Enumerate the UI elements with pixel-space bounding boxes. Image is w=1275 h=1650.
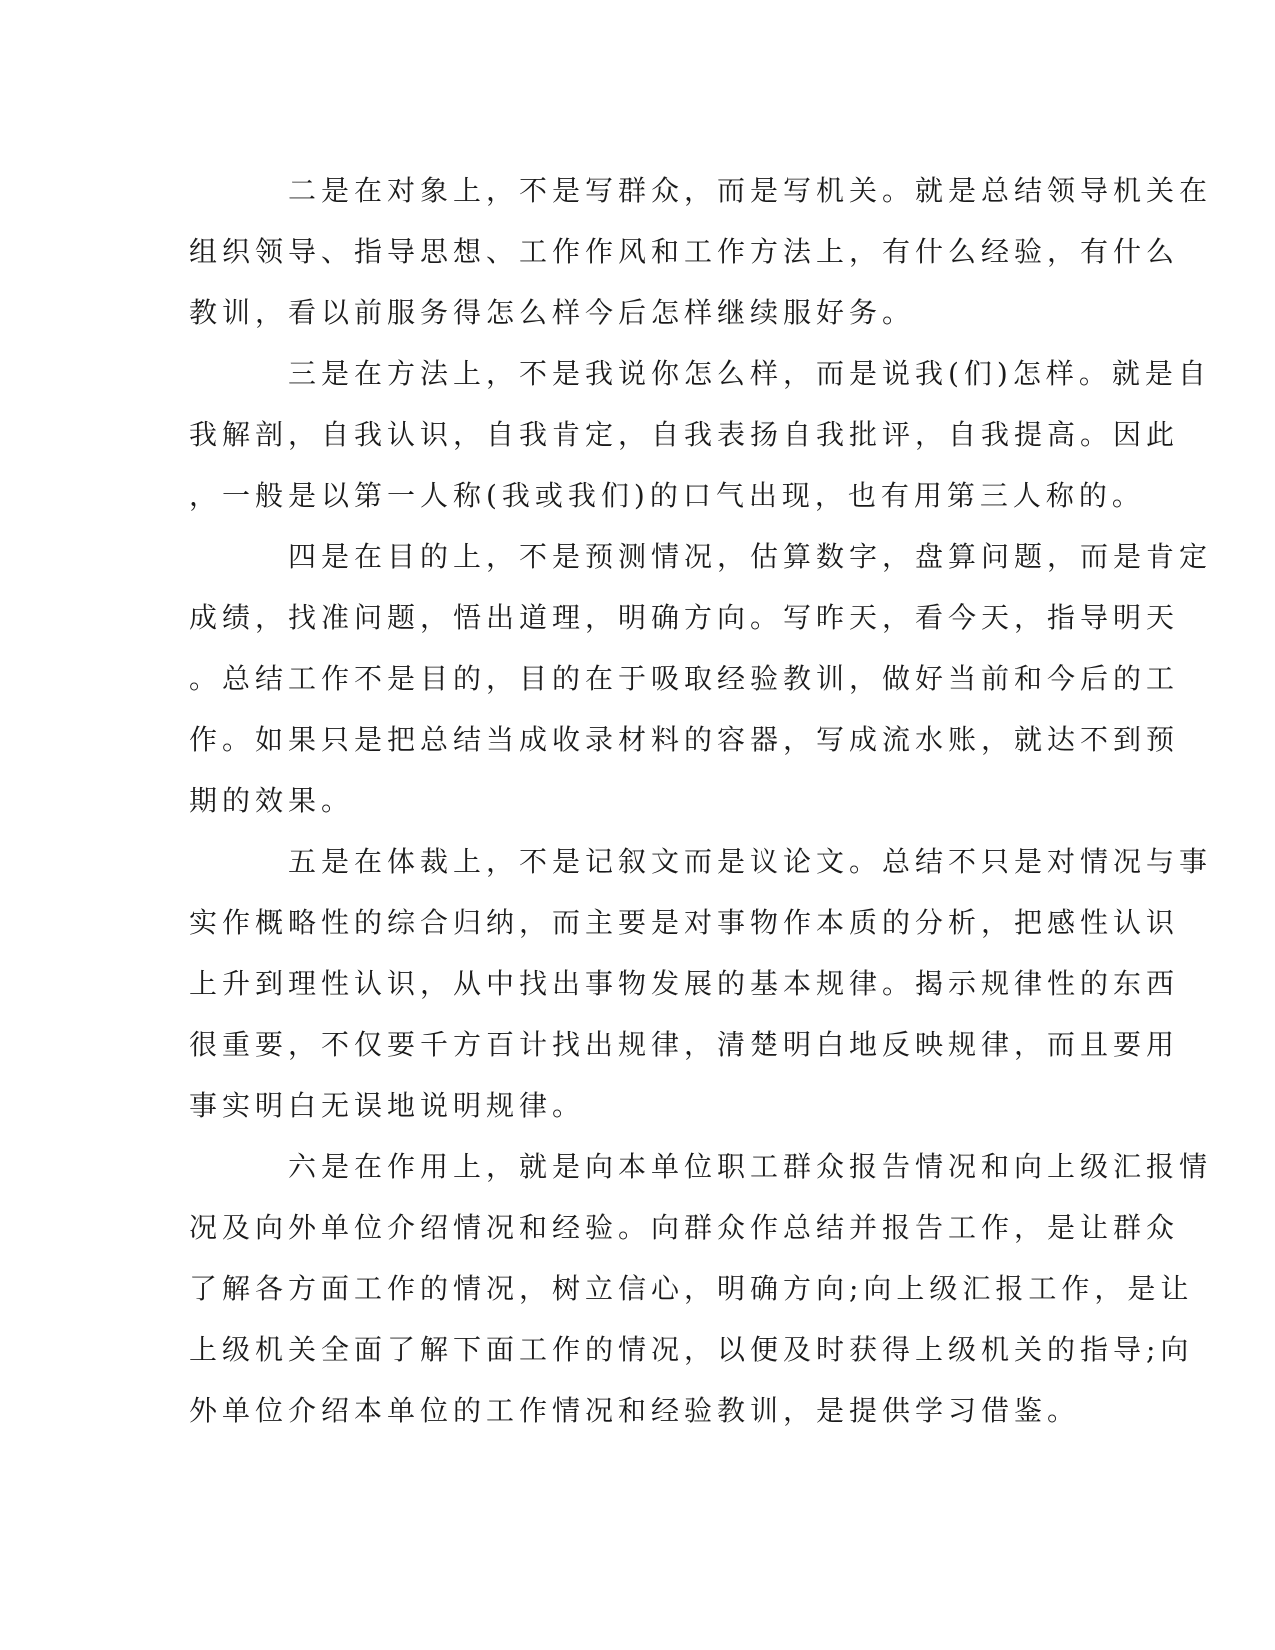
text-line: 。总结工作不是目的，目的在于吸取经验教训，做好当前和今后的工 bbox=[189, 662, 1180, 695]
text-line: 了解各方面工作的情况，树立信心，明确方向;向上级汇报工作，是让 bbox=[189, 1272, 1194, 1305]
paragraph-purpose bbox=[189, 526, 1213, 831]
text-line: 六是在作用上，就是向本单位职工群众报告情况和向上级汇报情 bbox=[189, 1150, 1213, 1183]
paragraph-genre bbox=[189, 831, 1213, 1136]
text-line: 期的效果。 bbox=[189, 784, 355, 817]
text-line: 成绩，找准问题，悟出道理，明确方向。写昨天，看今天，指导明天 bbox=[189, 601, 1180, 634]
document-body bbox=[189, 160, 1213, 1441]
text-line: 外单位介绍本单位的工作情况和经验教训，是提供学习借鉴。 bbox=[189, 1394, 1081, 1427]
text-line: 四是在目的上，不是预测情况，估算数字，盘算问题，而是肯定 bbox=[189, 540, 1213, 573]
text-line: 组织领导、指导思想、工作作风和工作方法上，有什么经验，有什么 bbox=[189, 235, 1180, 268]
text-line: 况及向外单位介绍情况和经验。向群众作总结并报告工作，是让群众 bbox=[189, 1211, 1180, 1244]
text-line: 二是在对象上，不是写群众，而是写机关。就是总结领导机关在 bbox=[189, 174, 1213, 207]
text-line: 三是在方法上，不是我说你怎么样，而是说我(们)怎样。就是自 bbox=[189, 357, 1211, 390]
paragraph-object bbox=[189, 160, 1213, 343]
text-line: 很重要，不仅要千方百计找出规律，清楚明白地反映规律，而且要用 bbox=[189, 1028, 1180, 1061]
paragraph-function bbox=[189, 1136, 1213, 1441]
paragraph-method bbox=[189, 343, 1211, 526]
text-line: ，一般是以第一人称(我或我们)的口气出现，也有用第三人称的。 bbox=[189, 479, 1145, 512]
text-line: 我解剖，自我认识，自我肯定，自我表扬自我批评，自我提高。因此 bbox=[189, 418, 1180, 451]
text-line: 上升到理性认识，从中找出事物发展的基本规律。揭示规律性的东西 bbox=[189, 967, 1180, 1000]
text-line: 上级机关全面了解下面工作的情况，以便及时获得上级机关的指导;向 bbox=[189, 1333, 1194, 1366]
text-line: 教训，看以前服务得怎么样今后怎样继续服好务。 bbox=[189, 296, 916, 329]
text-line: 实作概略性的综合归纳，而主要是对事物作本质的分析，把感性认识 bbox=[189, 906, 1180, 939]
text-line: 事实明白无误地说明规律。 bbox=[189, 1089, 586, 1122]
text-line: 作。如果只是把总结当成收录材料的容器，写成流水账，就达不到预 bbox=[189, 723, 1180, 756]
text-line: 五是在体裁上，不是记叙文而是议论文。总结不只是对情况与事 bbox=[189, 845, 1213, 878]
